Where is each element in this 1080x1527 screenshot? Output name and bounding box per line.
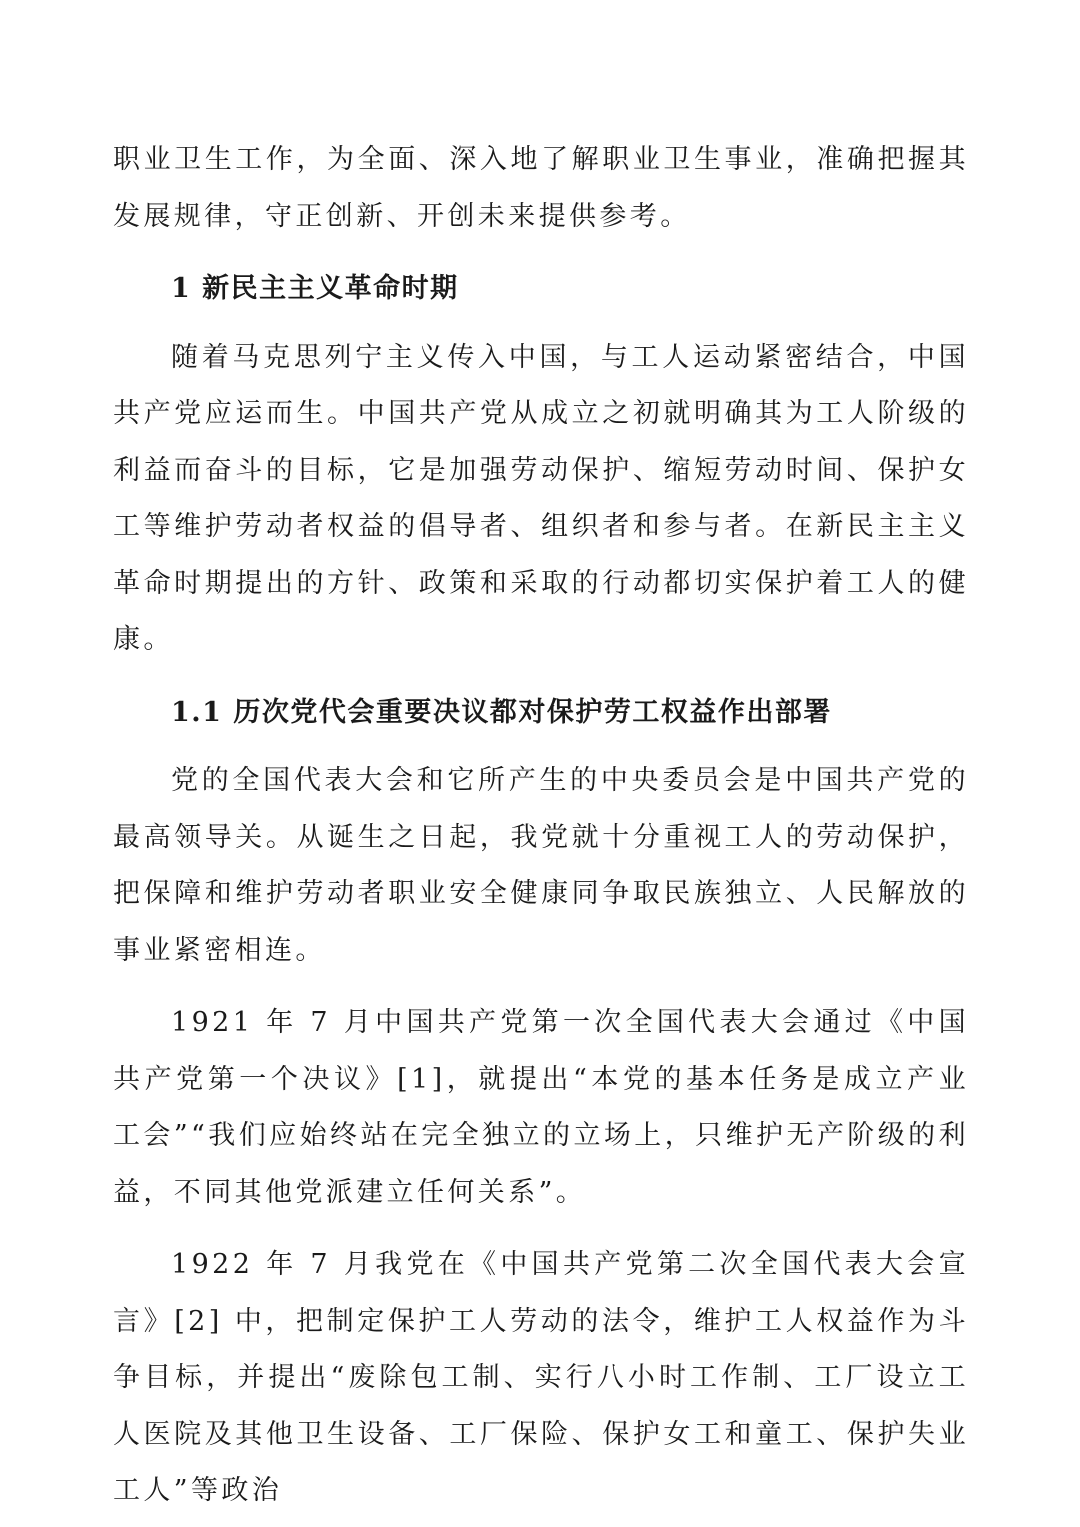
- paragraph-1: 随着马克思列宁主义传入中国，与工人运动紧密结合，中国共产党应运而生。中国共产党从成立之初就明确其为工人阶级的利益而奋斗的目标，它是加强劳动保护、缩短劳动时间、保护女工等维护劳动者权益的倡导者、组织者和参与者。在新民主主义革命时期提出的方针、政策和采取的行动都切实保护着工人的健康。: [113, 341, 969, 655]
- section-heading-1-1: 1.1 历次党代会重要决议都对保护劳工权益作出部署: [171, 696, 832, 728]
- paragraph-2: 党的全国代表大会和它所产生的中央委员会是中国共产党的最高领导关。从诞生之日起，我党就十分重视工人的劳动保护，把保障和维护劳动者职业安全健康同争取民族独立、人民解放的事业紧密相连。: [113, 765, 969, 966]
- section-heading-1: 1 新民主主义革命时期: [171, 273, 459, 304]
- paragraph-continued: 职业卫生工作，为全面、深入地了解职业卫生事业，准确把握其发展规律，守正创新、开创未来提供参考。: [113, 144, 969, 232]
- paragraph-4: 1922 年 7 月我党在《中国共产党第二次全国代表大会宣言》[2] 中，把制定保护工人劳动的法令，维护工人权益作为斗争目标，并提出“废除包工制、实行八小时工作制、工厂设立工人医院及其他卫生设备、工厂保险、保护女工和童工、保护失业工人”等政治: [113, 1249, 969, 1506]
- document-page: [113, 132, 969, 1520]
- paragraph-3: 1921 年 7 月中国共产党第一次全国代表大会通过《中国共产党第一个决议》[1]，就提出“本党的基本任务是成立产业工会”“我们应始终站在完全独立的立场上，只维护无产阶级的利益，不同其他党派建立任何关系”。: [113, 1007, 969, 1208]
